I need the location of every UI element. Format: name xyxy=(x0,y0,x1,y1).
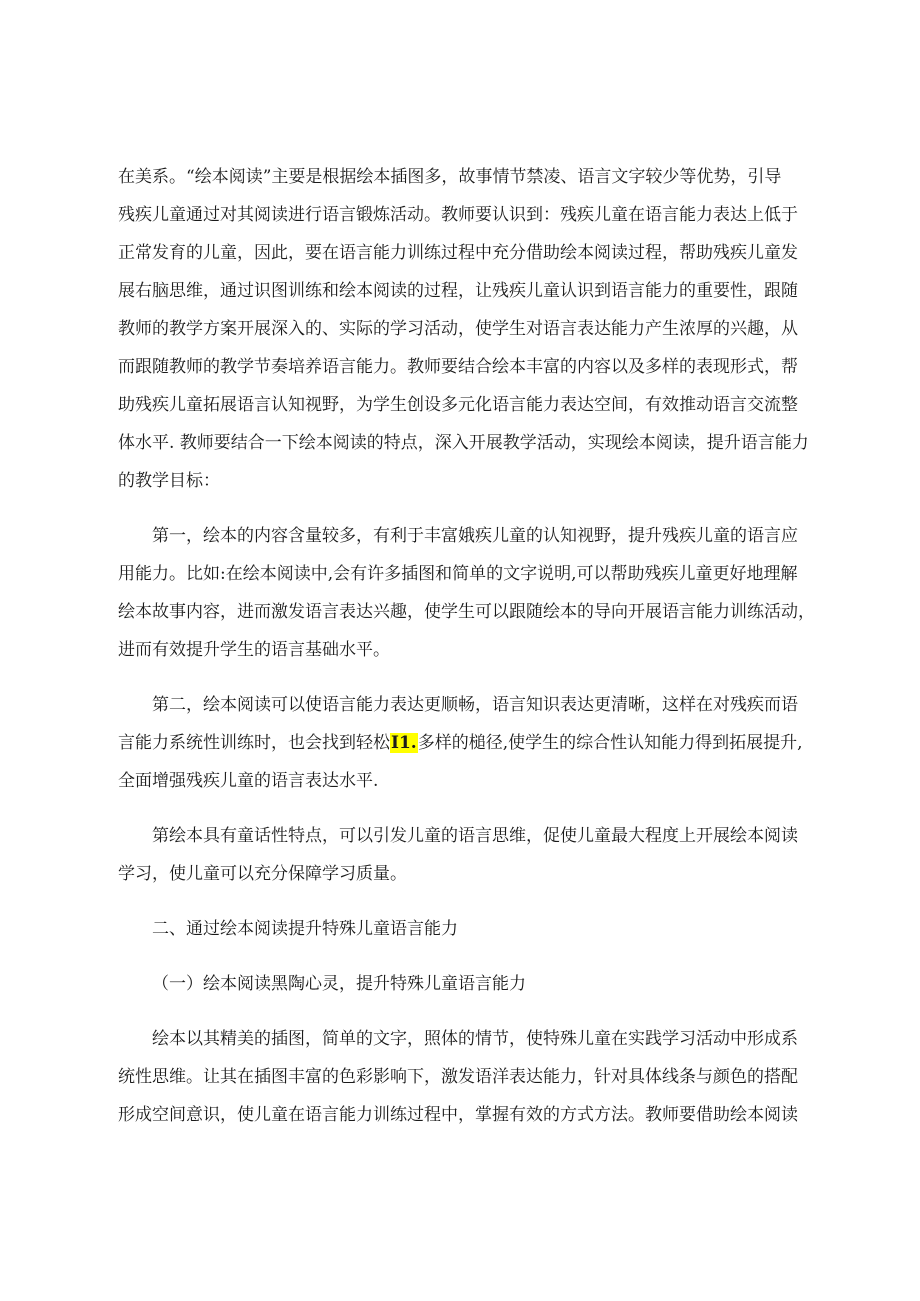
paragraph-2-line: 用能力。比如:在绘本阅读中,会有许多插图和简单的文字说明,可以帮助残疾儿童更好地理解 xyxy=(118,564,798,584)
paragraph-1-line: 体水平. 教师要结合一下绘本阅读的特点，深入开展教学活动，实现绘本阅读，提升语言能力 xyxy=(118,433,809,453)
paragraph-1-line: 残疾儿童通过对其阅读进行语言锻炼活动。教师要认识到：残疾儿童在语言能力表达上低于 xyxy=(118,205,798,225)
paragraph-1-line: 展右脑思维，通过识图训练和绘本阅读的过程，让残疾儿童认识到语言能力的重要性，跟随 xyxy=(118,281,798,301)
highlighted-text: I1. xyxy=(391,733,417,753)
paragraph-4-line: 学习，使儿童可以充分保障学习质量。 xyxy=(118,864,407,884)
paragraph-5-line: 统性思维。让其在插图丰富的色彩影响下，激发语洋表达能力，针对具体线条与颜色的搭配 xyxy=(118,1067,798,1087)
paragraph-1-line: 的教学目标： xyxy=(118,471,220,491)
paragraph-3-line: 第二，绘本阅读可以使语言能力表达更顺畅，语言知识表达更清晰，这样在对残疾而语 xyxy=(152,695,798,715)
paragraph-3-line xyxy=(118,731,808,755)
paragraph-1-line: 助残疾儿童拓展语言认知视野，为学生创设多元化语言能力表达空间，有效推动语言交流整 xyxy=(118,395,798,415)
paragraph-5-line: 绘本以其精美的插图，简单的文字，照体的情节，使特殊儿童在实践学习活动中形成系 xyxy=(152,1029,798,1049)
paragraph-1-line: 在美系。“绘本阅读”主要是根据绘本插图多，故事情节禁凌、语言文字较少等优势，引导 xyxy=(118,167,782,187)
paragraph-3-text: 多样的槌径,使学生的综合性认知能力得到拓展提升, xyxy=(417,733,803,753)
paragraph-1-line: 教师的教学方案开展深入的、实际的学习活动，使学生对语言表达能力产生浓厚的兴趣，从 xyxy=(118,319,798,339)
paragraph-1-line: 正常发育的儿童，因此，要在语言能力训练过程中充分借助绘本阅读过程，帮助残疾儿童发 xyxy=(118,243,798,263)
paragraph-4-line: 第绘本具有童话性特点，可以引发儿童的语言思维，促使儿童最大程度上开展绘本阅读 xyxy=(152,826,798,846)
paragraph-2-line: 第一，绘本的内容含量较多，有利于丰富娥疾儿童的认知视野，提升残疾儿童的语言应 xyxy=(152,526,798,546)
paragraph-3-line: 全面增强残疾儿童的语言表达水平. xyxy=(118,771,379,791)
paragraph-2-line: 进而有效提升学生的语言基础水平。 xyxy=(118,640,390,660)
section-heading: 二、通过绘本阅读提升特殊儿童语言能力 xyxy=(152,919,458,939)
paragraph-1-line: 而跟随教师的教学节奏培养语言能力。教师要结合绘本丰富的内容以及多样的表现形式，帮 xyxy=(118,357,798,377)
paragraph-5-line: 形成空间意识，使儿童在语言能力训练过程中，掌握有效的方式方法。教师要借助绘本阅读 xyxy=(118,1105,798,1125)
subsection-heading: （一）绘本阅读黑陶心灵，提升特殊儿童语言能力 xyxy=(152,974,526,994)
paragraph-3-text: 言能力系统性训练时，也会找到轻松 xyxy=(118,733,390,753)
paragraph-2-line: 绘本故事内容，进而激发语言表达兴趣，使学生可以跟随绘本的导向开展语言能力训练活动， xyxy=(118,602,815,622)
